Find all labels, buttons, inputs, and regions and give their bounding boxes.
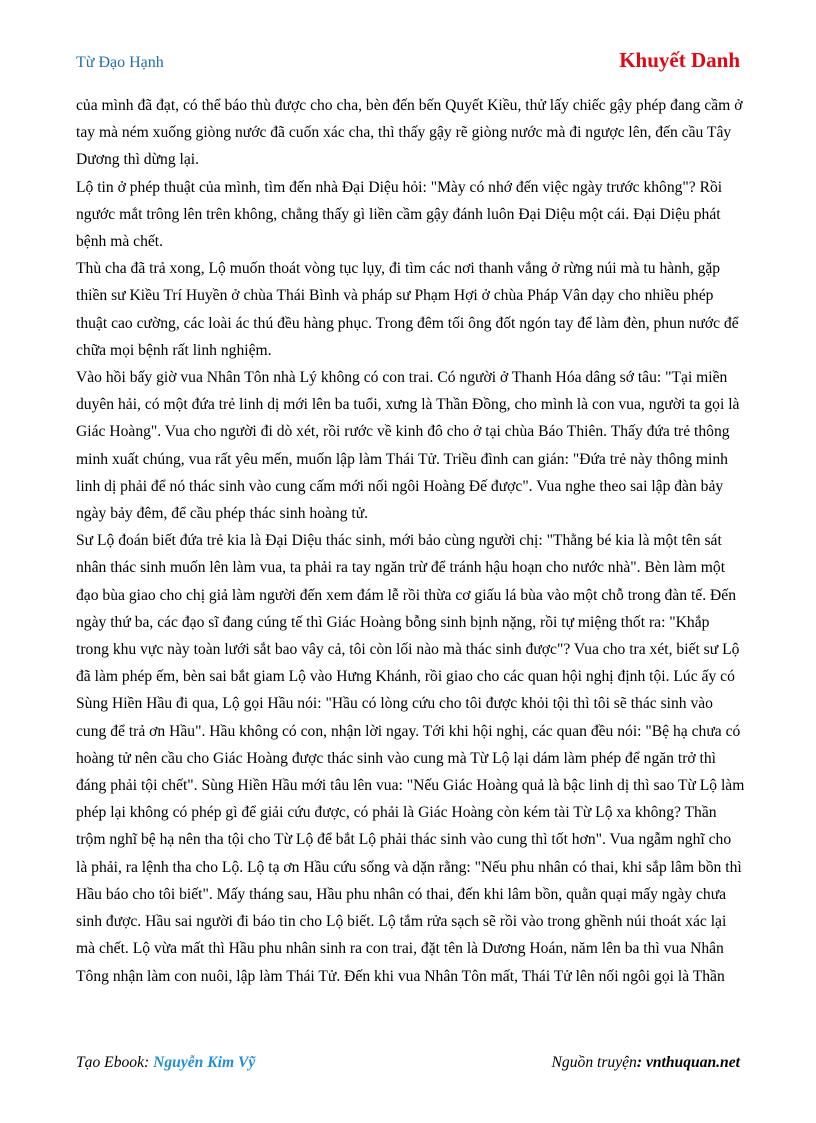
author-name: Khuyết Danh (619, 48, 740, 72)
paragraph: Vào hồi bấy giờ vua Nhân Tôn nhà Lý không có con trai. Có người ở Thanh Hóa dâng sớ tâu: "Tại miền duyên hải, có một đứa trẻ linh dị mới lên ba tuổi, xưng là Thần Đồng, cho mình là con vua, người ta gọi là Giác Hoàng". Vua cho người đi dò xét, rồi rước về kinh đô cho ở tại chùa Báo Thiên. Thấy đứa trẻ thông minh xuất chúng, vua rất yêu mến, muốn lập làm Thái Tử. Triều đình can gián: "Đứa trẻ này thông minh linh dị phải để nó thác sinh vào cung cấm mới nối ngôi Hoàng Đế được". Vua nghe theo sai lập đàn bảy ngày bảy đêm, để cầu phép thác sinh hoàng tử. (76, 369, 740, 523)
source-site: vnthuquan.net (645, 1054, 740, 1071)
paragraph: Sư Lộ đoán biết đứa trẻ kia là Đại Diệu thác sinh, mới bảo cùng người chị: "Thằng bé kia là một tên sát nhân thác sinh muốn lên làm vua, ta phải ra tay ngăn trừ để tránh hậu hoạn cho nước nhà". Bèn làm một đạo bùa giao cho chị giả làm người đến xem đám lễ rồi thừa cơ giấu lá bùa vào một chỗ trong đàn tế. Đến ngày thứ ba, các đạo sĩ đang cúng tế thì Giác Hoàng bỗng sinh bịnh nặng, rồi tự miệng thốt ra: "Khắp trong khu vực này toàn lưới sắt bao vây cả, tôi còn lối nào mà thác sinh được"? Vua cho tra xét, biết sư Lộ đã làm phép ếm, bèn sai bắt giam Lộ vào Hưng Khánh, rồi giao cho các quan hội nghị định tội. Lúc ấy có Sùng Hiền Hầu đi qua, Lộ gọi Hầu nói: "Hầu có lòng cứu cho tôi được khỏi tội thì tôi sẽ thác sinh vào cung để trả ơn Hầu". Hầu không có con, nhận lời ngay. Tới khi hội nghị, các quan đều nói: "Bệ hạ chưa có hoàng tử nên cầu cho Giác Hoàng được thác sinh vào cung mà Từ Lộ lại dám làm phép để ngăn trở thì đáng phải tội chết". Sùng Hiền Hầu mới tâu lên vua: "Nếu Giác Hoàng quả là bậc linh dị thì sao Từ Lộ làm phép lại không có phép gì để giải cứu được, có phải là Giác Hoàng còn kém tài Từ Lộ xa không? Thần trộm nghĩ bệ hạ nên tha tội cho Từ Lộ để bắt Lộ phải thác sinh vào cung thì tốt hơn". Vua ngẫm nghĩ cho là phải, ra lệnh tha cho Lộ. Lộ tạ ơn Hầu cứu sống và dặn rằng: "Nếu phu nhân có thai, khi sắp lâm bồn thì Hầu báo cho tôi biết". Mấy tháng sau, Hầu phu nhân có thai, đến khi lâm bồn, quằn quại mấy ngày chưa sinh được. Hầu sai người đi báo tin cho Lộ biết. Lộ tắm rửa sạch sẽ rồi vào trong ghềnh núi thoát xác lại mà chết. Lộ vừa mất thì Hầu phu nhân sinh ra con trai, đặt tên là Dương Hoán, năm lên ba thì vua Nhân Tông nhận làm con nuôi, lập làm Thái Tử. Đến khi vua Nhân Tôn mất, Thái Tử lên nối ngôi gọi là Thần (76, 532, 745, 985)
story-text (76, 92, 746, 990)
story-source (552, 1054, 740, 1072)
source-label: Nguồn truyện (551, 1054, 637, 1071)
creator-name: Nguyễn Kim Vỹ (153, 1054, 256, 1071)
ebook-creator (76, 1054, 255, 1072)
creator-separator: : (144, 1054, 154, 1071)
paragraph: của mình đã đạt, có thể báo thù được cho cha, bèn đến bến Quyết Kiều, thử lấy chiếc gậy phép đang cầm ở tay mà ném xuống giòng nước đã cuốn xác cha, thì thấy gậy rẽ giòng nước mà đi ngược lên, đến cầu Tây Dương thì dừng lại. (76, 97, 743, 169)
source-separator: : (636, 1054, 646, 1071)
paragraph: Lộ tin ở phép thuật của mình, tìm đến nhà Đại Diệu hỏi: "Mày có nhớ đến việc ngày trước không"? Rồi ngước mắt trông lên trên không, chẳng thấy gì liền cầm gậy đánh luôn Đại Diệu một cái. Đại Diệu phát bệnh mà chết. (76, 178, 723, 251)
book-title: Từ Đạo Hạnh (76, 54, 164, 71)
creator-label: Tạo Ebook (76, 1054, 145, 1071)
page-header (76, 48, 740, 78)
paragraph: Thù cha đã trả xong, Lộ muốn thoát vòng tục lụy, đi tìm các nơi thanh vắng ở rừng núi mà tu hành, gặp thiền sư Kiều Trí Huyền ở chùa Thái Bình và pháp sư Phạm Hợi ở chùa Pháp Vân dạy cho nhiều phép thuật cao cường, các loài ác thú đều hàng phục. Trong đêm tối ông đốt ngón tay để làm đèn, phun nước để chữa mọi bệnh rất linh nghiệm. (76, 260, 739, 359)
page-footer (76, 1054, 740, 1078)
